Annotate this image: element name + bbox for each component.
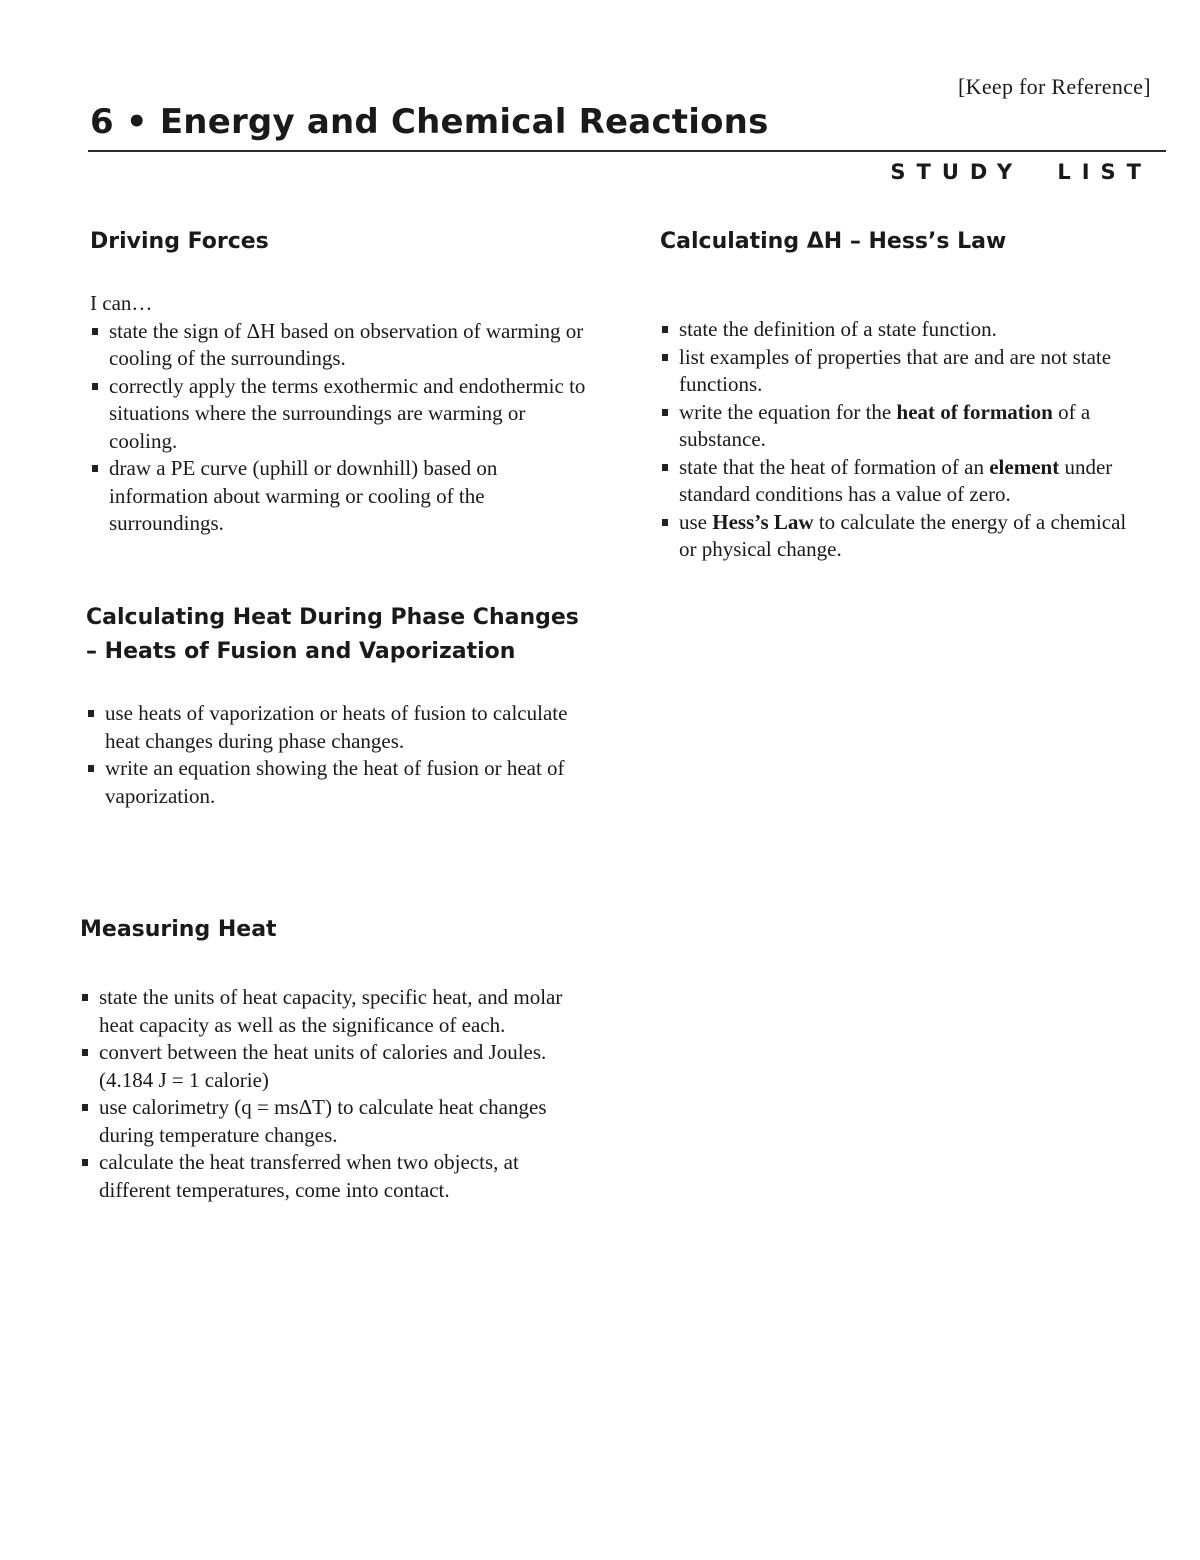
- bullet-icon: [662, 409, 668, 416]
- item-text: under standard conditions has a value of zero.: [679, 454, 1113, 506]
- list-item: [80, 1149, 580, 1204]
- item-text: state the units of heat capacity, specific heat, and molar heat capacity as well as the significance of each.: [99, 985, 563, 1037]
- section-heading: Driving Forces: [90, 229, 269, 254]
- item-text: draw a PE curve (uphill or downhill) based on information about warming or cooling of the surroundings.: [109, 456, 498, 535]
- list-item: [80, 984, 580, 1039]
- section-heading: Measuring Heat: [80, 917, 277, 942]
- item-keyword: element: [989, 454, 1060, 479]
- item-keyword: Hess’s Law: [712, 509, 814, 534]
- item-text: to calculate the energy of a chemical or physical change.: [679, 509, 1127, 561]
- section-heading: Calculating ΔH – Hess’s Law: [660, 229, 1007, 254]
- bullet-icon: [82, 1159, 88, 1166]
- objective-list: [90, 318, 590, 538]
- item-text: write the equation for the: [679, 399, 897, 424]
- item-keyword: heat of formation: [896, 399, 1053, 424]
- item-text: state the sign of ΔH based on observation of warming or cooling of the surroundings.: [109, 318, 584, 370]
- item-text: write an equation showing the heat of fusion or heat of vaporization.: [105, 756, 565, 808]
- reference-note: [Keep for Reference]: [958, 74, 1151, 99]
- bullet-icon: [662, 519, 668, 526]
- section-heading: Calculating Heat During Phase Changes – Heats of Fusion and Vaporization: [86, 605, 579, 664]
- item-text: use heats of vaporization or heats of fusion to calculate heat changes during phase changes.: [105, 701, 568, 753]
- bullet-icon: [82, 994, 88, 1001]
- bullet-icon: [88, 765, 94, 772]
- bullet-icon: [82, 1104, 88, 1111]
- item-text: calculate the heat transferred when two objects, at different temperatures, come into contact.: [99, 1150, 519, 1202]
- bullet-icon: [662, 326, 668, 333]
- item-text: correctly apply the terms exothermic and endothermic to situations where the surroundings are warming or cooling.: [109, 373, 586, 453]
- item-text: state that the heat of formation of an: [679, 454, 990, 479]
- list-item: [86, 755, 586, 810]
- bullet-icon: [662, 464, 668, 471]
- section-intro: I can…: [90, 291, 153, 315]
- bullet-icon: [88, 710, 94, 717]
- list-item: [660, 344, 1140, 399]
- title-divider: [88, 150, 1166, 152]
- item-text: state the definition of a state function.: [679, 317, 997, 341]
- study-list-label: STUDY LIST: [890, 160, 1152, 184]
- list-item: [90, 455, 590, 538]
- item-text: use calorimetry (q = msΔT) to calculate heat changes during temperature changes.: [99, 1095, 547, 1147]
- item-text: list examples of properties that are and are not state functions.: [679, 344, 1112, 396]
- list-item: [90, 373, 590, 456]
- list-item: [660, 316, 1140, 344]
- list-item: [660, 454, 1140, 509]
- item-text: use: [679, 509, 713, 534]
- bullet-icon: [92, 465, 98, 472]
- objective-list: [660, 316, 1140, 564]
- bullet-icon: [82, 1049, 88, 1056]
- page-title: 6 • Energy and Chemical Reactions: [90, 102, 769, 142]
- list-item: [80, 1094, 580, 1149]
- list-item: [86, 700, 586, 755]
- list-item: [80, 1039, 580, 1094]
- section-measuring-heat: [80, 913, 580, 1204]
- objective-list: [86, 700, 586, 810]
- bullet-icon: [92, 383, 98, 390]
- item-text: of a substance.: [679, 399, 1091, 451]
- list-item: [660, 399, 1140, 454]
- objective-list: [80, 984, 580, 1204]
- list-item: [90, 318, 590, 373]
- section-phase-changes: [86, 601, 586, 810]
- bullet-icon: [92, 328, 98, 335]
- bullet-icon: [662, 354, 668, 361]
- item-text: convert between the heat units of calories and Joules. (4.184 J = 1 calorie): [99, 1040, 547, 1092]
- section-driving-forces: [90, 225, 590, 538]
- section-hess-law: [660, 225, 1140, 564]
- list-item: [660, 509, 1140, 564]
